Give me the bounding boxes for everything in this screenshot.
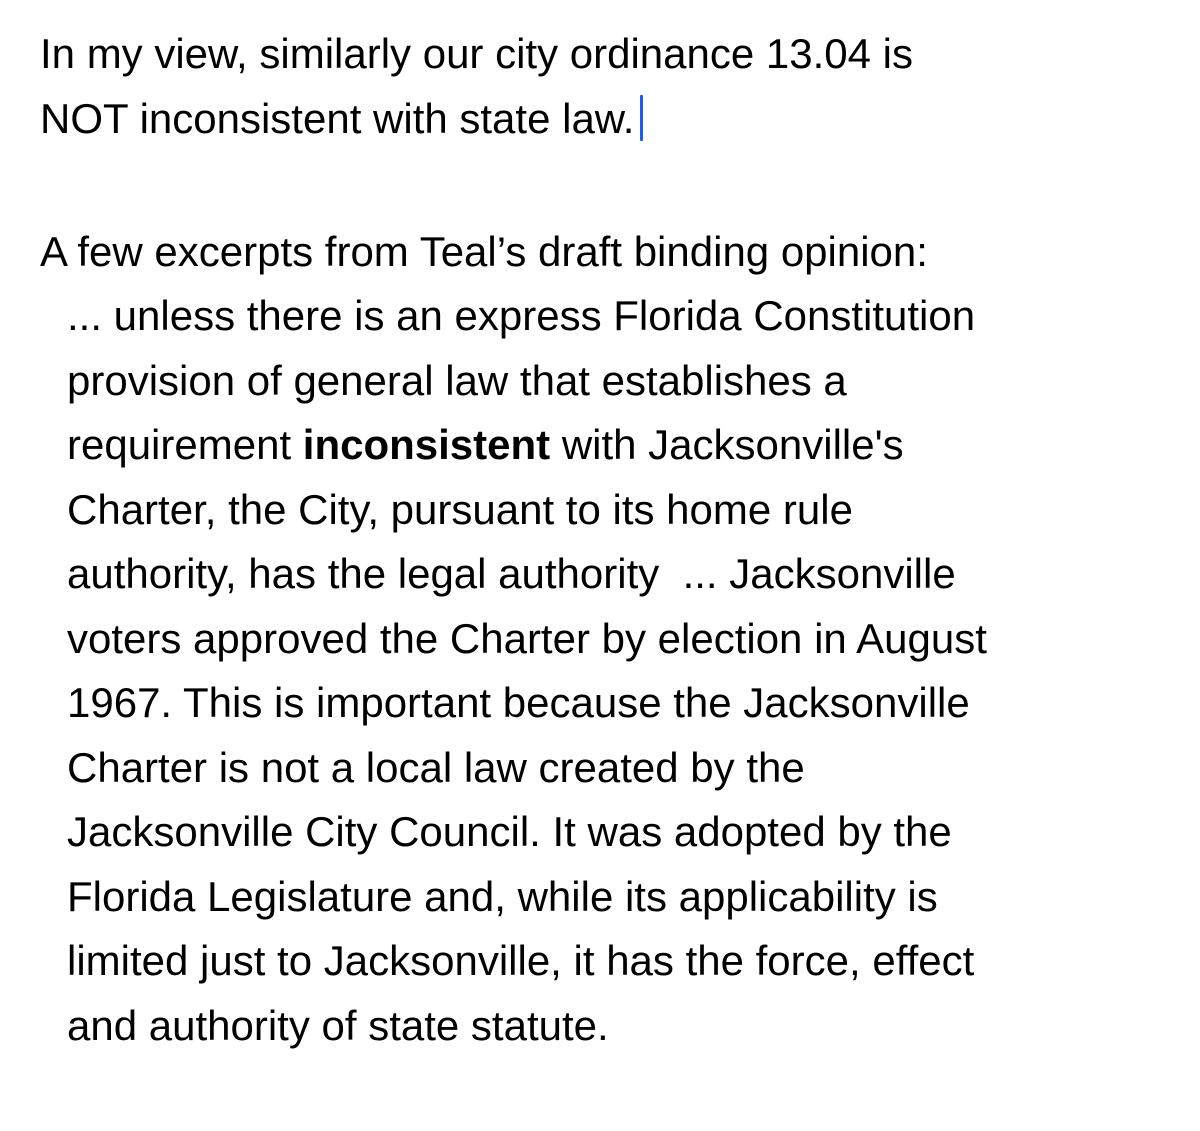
- quote-line: provision of general law that establishes a: [67, 356, 847, 404]
- quote-text: with Jacksonville's: [561, 421, 904, 468]
- bold-word: inconsistent: [302, 421, 551, 468]
- paragraph-excerpts: [40, 220, 1160, 1059]
- quote-line: Charter is not a local law created by the: [67, 743, 805, 791]
- text-line: In my view, similarly our city ordinance 13.04 is: [40, 30, 913, 77]
- quote-line: limited just to Jacksonville, it has the force, effect: [67, 937, 975, 984]
- quote-line: Jacksonville City Council. It was adopted by the: [67, 808, 952, 855]
- quote-line: 1967. This is important because the Jacksonville: [67, 679, 970, 726]
- blank-line: [40, 151, 1160, 216]
- quote-text: requirement: [67, 421, 292, 468]
- quote-line: Florida Legislature and, while its applicability is: [67, 872, 938, 920]
- quote-line: voters approved the Charter by election in August: [67, 614, 987, 662]
- text-line-with-caret: [40, 87, 1160, 152]
- quote-line: ... unless there is an express Florida Constitution: [67, 292, 976, 339]
- quote-line: authority, has the legal authority ... Jacksonville: [67, 550, 956, 597]
- quote-line: and authority of state statute.: [67, 1001, 609, 1049]
- quote-line-emphasis: [40, 413, 1160, 478]
- paragraph-opinion: [40, 22, 1160, 151]
- excerpts-intro: A few excerpts from Teal’s draft binding opinion:: [40, 227, 928, 275]
- text-cursor: [640, 95, 643, 141]
- block-quote: [40, 284, 1160, 1058]
- text-line: NOT inconsistent with state law.: [40, 94, 635, 142]
- quote-line: Charter, the City, pursuant to its home rule: [67, 485, 853, 533]
